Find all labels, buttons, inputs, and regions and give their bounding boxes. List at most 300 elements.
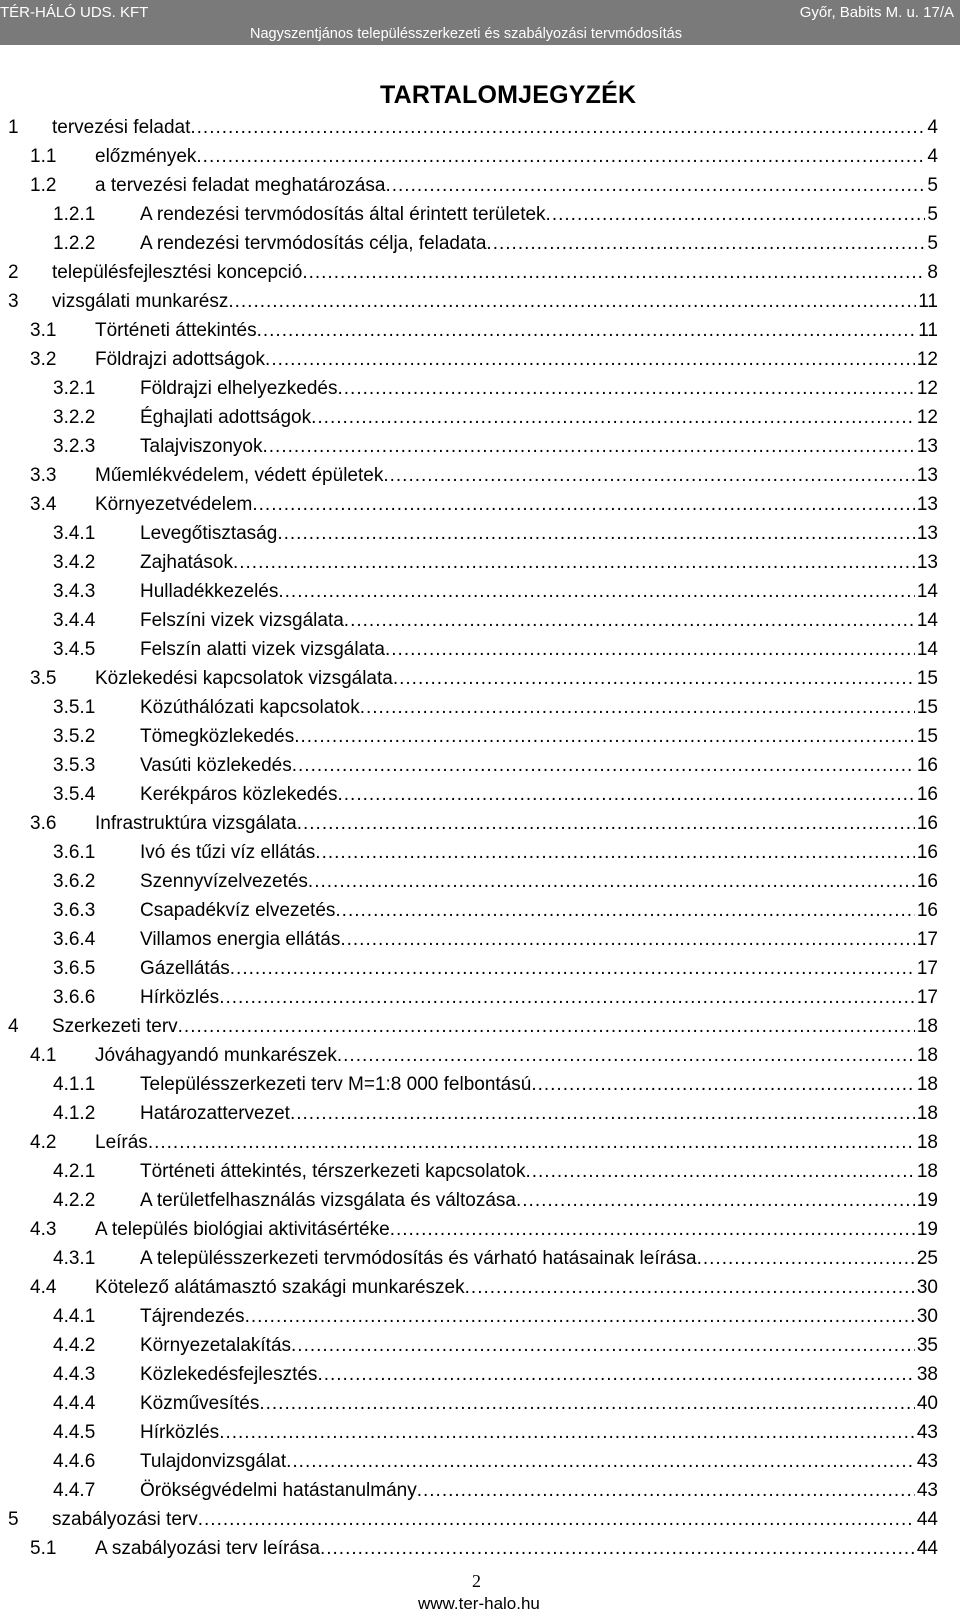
toc-entry[interactable]: [0, 1128, 960, 1157]
toc-entry-number: 3.6.2: [53, 871, 96, 892]
toc-entry-page: 35: [916, 1335, 938, 1356]
toc-entry-title: településfejlesztési koncepció: [52, 258, 302, 287]
toc-entry-page: 16: [916, 842, 938, 863]
toc-entry[interactable]: [0, 1215, 960, 1244]
toc-entry-number: 3: [8, 291, 19, 312]
toc-entry-number: 3.2.2: [53, 407, 96, 428]
toc-entry-line: [140, 896, 938, 925]
toc-dot-leader: [516, 1186, 915, 1215]
toc-entry-page: 4: [927, 146, 938, 167]
toc-entry[interactable]: [0, 1389, 960, 1418]
toc-entry-page: 18: [916, 1045, 938, 1066]
toc-entry-line: [95, 461, 938, 490]
toc-entry-number: 3.6.3: [53, 900, 96, 921]
toc-entry-line: [140, 548, 938, 577]
toc-entry-page: 14: [916, 581, 938, 602]
toc-dot-leader: [525, 1157, 914, 1186]
toc-entry-line: [140, 635, 938, 664]
toc-entry-line: [140, 722, 938, 751]
toc-entry-title: Villamos energia ellátás: [140, 925, 340, 954]
toc-entry[interactable]: [0, 635, 960, 664]
toc-entry-line: [140, 519, 938, 548]
toc-entry-title: Jóváhagyandó munkarészek: [95, 1041, 337, 1070]
toc-entry[interactable]: [0, 1534, 960, 1563]
toc-dot-leader: [335, 896, 914, 925]
toc-entry-title: Történeti áttekintés, térszerkezeti kapcsolatok: [140, 1157, 525, 1186]
toc-dot-leader: [393, 664, 915, 693]
toc-entry-number: 4.4.4: [53, 1393, 96, 1414]
toc-dot-leader: [190, 113, 925, 142]
toc-entry-page: 5: [927, 175, 938, 196]
toc-entry-page: 19: [916, 1219, 938, 1240]
toc-entry[interactable]: [0, 1099, 960, 1128]
toc-dot-leader: [148, 1128, 915, 1157]
toc-entry-number: 4.4: [30, 1277, 57, 1298]
toc-entry-page: 30: [916, 1277, 938, 1298]
toc-dot-leader: [286, 1447, 915, 1476]
toc-entry-title: Örökségvédelmi hatástanulmány: [140, 1476, 417, 1505]
toc-entry[interactable]: [0, 113, 960, 142]
toc-entry-page: 16: [916, 813, 938, 834]
toc-entry-title: Hírközlés: [140, 983, 219, 1012]
toc-entry-title: A szabályozási terv leírása: [95, 1534, 320, 1563]
toc-entry[interactable]: [0, 1157, 960, 1186]
toc-entry-number: 1.2: [30, 175, 57, 196]
toc-dot-leader: [465, 1273, 915, 1302]
toc-entry-line: [140, 1157, 938, 1186]
toc-entry-title: előzmények: [95, 142, 196, 171]
toc-dot-leader: [178, 1012, 915, 1041]
toc-dot-leader: [486, 229, 925, 258]
toc-dot-leader: [290, 1099, 915, 1128]
toc-entry-number: 3.5.3: [53, 755, 96, 776]
toc-dot-leader: [531, 1070, 915, 1099]
toc-entry-line: [140, 751, 938, 780]
toc-dot-leader: [344, 606, 915, 635]
toc-dot-leader: [228, 287, 916, 316]
toc-entry-line: [52, 258, 938, 287]
toc-dot-leader: [263, 432, 915, 461]
toc-entry-title: Településszerkezeti terv M=1:8 000 felbontású: [140, 1070, 531, 1099]
toc-entry-title: Levegőtisztaság: [140, 519, 277, 548]
toc-entry[interactable]: [0, 896, 960, 925]
toc-entry-page: 13: [916, 523, 938, 544]
toc-entry-number: 3.5.4: [53, 784, 96, 805]
table-of-contents: [0, 113, 960, 1563]
toc-dot-leader: [257, 316, 917, 345]
toc-entry-title: Tájrendezés: [140, 1302, 245, 1331]
toc-entry-title: Hulladékkezelés: [140, 577, 278, 606]
toc-entry-number: 3.4: [30, 494, 57, 515]
toc-dot-leader: [277, 519, 915, 548]
toc-entry-line: [95, 490, 938, 519]
toc-entry-line: [95, 142, 938, 171]
toc-dot-leader: [219, 983, 915, 1012]
toc-dot-leader: [340, 925, 915, 954]
toc-entry-page: 16: [916, 871, 938, 892]
toc-entry-page: 15: [916, 726, 938, 747]
toc-entry[interactable]: [0, 664, 960, 693]
toc-entry-title: Földrajzi elhelyezkedés: [140, 374, 338, 403]
company-name: TÉR-HÁLÓ UDS. KFT: [0, 4, 149, 21]
toc-dot-leader: [697, 1244, 915, 1273]
toc-entry[interactable]: [0, 200, 960, 229]
toc-entry-title: Infrastruktúra vizsgálata: [95, 809, 297, 838]
toc-entry-number: 3.5.2: [53, 726, 96, 747]
toc-entry[interactable]: [0, 229, 960, 258]
toc-entry-number: 3.2: [30, 349, 57, 370]
toc-entry-page: 38: [916, 1364, 938, 1385]
toc-entry-number: 4.4.1: [53, 1306, 96, 1327]
toc-dot-leader: [383, 461, 915, 490]
toc-entry[interactable]: [0, 432, 960, 461]
toc-dot-leader: [385, 171, 925, 200]
toc-entry-number: 4.1: [30, 1045, 57, 1066]
toc-dot-leader: [337, 1041, 915, 1070]
toc-entry[interactable]: [0, 1476, 960, 1505]
toc-entry-number: 3.4.5: [53, 639, 96, 660]
toc-entry[interactable]: [0, 490, 960, 519]
toc-dot-leader: [198, 1505, 915, 1534]
toc-entry-title: Éghajlati adottságok: [140, 403, 311, 432]
toc-entry-number: 1: [8, 117, 19, 138]
toc-entry[interactable]: [0, 1012, 960, 1041]
toc-entry[interactable]: [0, 1331, 960, 1360]
toc-entry-line: [95, 1041, 938, 1070]
toc-entry[interactable]: [0, 693, 960, 722]
toc-entry-page: 18: [916, 1103, 938, 1124]
toc-entry-page: 40: [916, 1393, 938, 1414]
toc-entry-number: 3.5.1: [53, 697, 96, 718]
toc-entry-line: [140, 925, 938, 954]
toc-entry-title: Zajhatások: [140, 548, 233, 577]
toc-entry-number: 4: [8, 1016, 19, 1037]
toc-entry[interactable]: [0, 983, 960, 1012]
toc-dot-leader: [417, 1476, 915, 1505]
toc-entry-number: 4.4.6: [53, 1451, 96, 1472]
toc-entry-number: 4.1.2: [53, 1103, 96, 1124]
toc-entry-title: Csapadékvíz elvezetés: [140, 896, 335, 925]
toc-dot-leader: [311, 403, 915, 432]
toc-entry-page: 19: [916, 1190, 938, 1211]
toc-entry-page: 43: [916, 1422, 938, 1443]
toc-dot-leader: [252, 490, 914, 519]
toc-entry-page: 17: [916, 987, 938, 1008]
toc-entry-title: Földrajzi adottságok: [95, 345, 265, 374]
toc-dot-leader: [233, 548, 915, 577]
toc-entry-title: Közlekedésfejlesztés: [140, 1360, 317, 1389]
toc-entry-line: [95, 809, 938, 838]
toc-entry-title: Tulajdonvizsgálat: [140, 1447, 286, 1476]
toc-dot-leader: [294, 722, 915, 751]
toc-entry-title: tervezési feladat: [52, 113, 190, 142]
toc-entry-page: 12: [916, 378, 938, 399]
toc-entry[interactable]: [0, 1505, 960, 1534]
toc-entry-line: [140, 577, 938, 606]
toc-entry-page: 18: [916, 1074, 938, 1095]
toc-entry[interactable]: [0, 316, 960, 345]
toc-entry-page: 16: [916, 900, 938, 921]
toc-entry[interactable]: [0, 606, 960, 635]
toc-entry-number: 3.4.2: [53, 552, 96, 573]
toc-entry-line: [95, 1273, 938, 1302]
toc-entry-title: Vasúti közlekedés: [140, 751, 292, 780]
toc-dot-leader: [320, 1534, 915, 1563]
toc-entry-line: [140, 432, 938, 461]
toc-entry[interactable]: [0, 345, 960, 374]
toc-entry-page: 13: [916, 465, 938, 486]
toc-entry-number: 1.2.2: [53, 233, 96, 254]
toc-entry-title: A település biológiai aktivitásértéke: [95, 1215, 390, 1244]
toc-entry-title: Tömegközlekedés: [140, 722, 294, 751]
toc-entry-line: [95, 1534, 938, 1563]
toc-entry-number: 3.3: [30, 465, 57, 486]
toc-entry[interactable]: [0, 258, 960, 287]
toc-entry-number: 4.4.5: [53, 1422, 96, 1443]
toc-entry-page: 12: [916, 349, 938, 370]
toc-entry-line: [140, 374, 938, 403]
toc-entry-title: Gázellátás: [140, 954, 230, 983]
toc-entry-line: [140, 1418, 938, 1447]
toc-entry-page: 25: [916, 1248, 938, 1269]
toc-entry-number: 5.1: [30, 1538, 57, 1559]
toc-entry-title: Leírás: [95, 1128, 148, 1157]
toc-entry-line: [95, 316, 938, 345]
toc-entry-line: [140, 1099, 938, 1128]
toc-dot-leader: [338, 374, 915, 403]
toc-entry-page: 18: [916, 1016, 938, 1037]
toc-entry[interactable]: [0, 1070, 960, 1099]
toc-entry-line: [140, 200, 938, 229]
toc-entry[interactable]: [0, 142, 960, 171]
page-number: 2: [472, 1571, 481, 1591]
toc-entry-number: 4.4.3: [53, 1364, 96, 1385]
toc-entry[interactable]: [0, 751, 960, 780]
toc-entry-page: 11: [918, 291, 938, 312]
toc-entry-title: Felszín alatti vizek vizsgálata: [140, 635, 385, 664]
toc-entry-title: A településszerkezeti tervmódosítás és várható hatásainak leírása: [140, 1244, 697, 1273]
toc-entry-page: 16: [916, 755, 938, 776]
toc-entry-page: 30: [916, 1306, 938, 1327]
toc-entry[interactable]: [0, 1447, 960, 1476]
toc-entry-page: 17: [916, 929, 938, 950]
toc-entry-line: [140, 954, 938, 983]
document-subtitle: Nagyszentjános településszerkezeti és szabályozási tervmódosítás: [250, 26, 682, 42]
toc-entry-page: 43: [916, 1451, 938, 1472]
toc-dot-leader: [292, 751, 915, 780]
toc-entry-number: 4.2.2: [53, 1190, 96, 1211]
toc-entry-page: 12: [916, 407, 938, 428]
toc-entry[interactable]: [0, 1273, 960, 1302]
toc-entry[interactable]: [0, 722, 960, 751]
toc-entry[interactable]: [0, 548, 960, 577]
toc-entry[interactable]: [0, 1360, 960, 1389]
toc-entry-number: 4.4.7: [53, 1480, 96, 1501]
toc-entry-line: [52, 1012, 938, 1041]
toc-dot-leader: [317, 1360, 914, 1389]
toc-entry-line: [140, 1070, 938, 1099]
toc-entry-title: Környezetvédelem: [95, 490, 252, 519]
toc-dot-leader: [291, 1331, 915, 1360]
toc-entry[interactable]: [0, 809, 960, 838]
toc-entry-number: 4.2: [30, 1132, 57, 1153]
toc-entry-page: 5: [927, 204, 938, 225]
toc-entry-line: [140, 838, 938, 867]
toc-entry-number: 3.6.6: [53, 987, 96, 1008]
toc-entry-line: [140, 403, 938, 432]
toc-entry-page: 5: [927, 233, 938, 254]
toc-entry-page: 44: [916, 1538, 938, 1559]
toc-title: TARTALOMJEGYZÉK: [380, 81, 637, 109]
toc-dot-leader: [196, 142, 925, 171]
toc-entry-number: 4.4.2: [53, 1335, 96, 1356]
toc-entry-number: 4.2.1: [53, 1161, 96, 1182]
toc-entry[interactable]: [0, 171, 960, 200]
toc-dot-leader: [315, 838, 915, 867]
toc-entry-line: [95, 345, 938, 374]
toc-entry-line: [140, 780, 938, 809]
toc-entry-page: 18: [916, 1132, 938, 1153]
toc-dot-leader: [265, 345, 915, 374]
toc-entry-line: [95, 664, 938, 693]
toc-entry-page: 16: [916, 784, 938, 805]
toc-entry-title: Közművesítés: [140, 1389, 259, 1418]
toc-entry-page: 13: [916, 436, 938, 457]
toc-entry-page: 15: [916, 697, 938, 718]
toc-entry-number: 3.6.1: [53, 842, 96, 863]
toc-entry-title: Hírközlés: [140, 1418, 219, 1447]
toc-entry-line: [95, 171, 938, 200]
toc-entry-number: 1.1: [30, 146, 57, 167]
toc-entry[interactable]: [0, 287, 960, 316]
toc-entry-page: 8: [927, 262, 938, 283]
toc-entry-number: 3.4.4: [53, 610, 96, 631]
toc-entry-page: 43: [916, 1480, 938, 1501]
toc-entry-title: Ivó és tűzi víz ellátás: [140, 838, 315, 867]
toc-entry-number: 3.6.5: [53, 958, 96, 979]
toc-entry-line: [140, 1186, 938, 1215]
toc-entry-number: 4.1.1: [53, 1074, 96, 1095]
toc-dot-leader: [308, 867, 915, 896]
toc-entry-number: 3.2.1: [53, 378, 96, 399]
toc-entry-number: 3.6.4: [53, 929, 96, 950]
toc-dot-leader: [230, 954, 915, 983]
toc-entry-number: 3.4.3: [53, 581, 96, 602]
toc-entry-title: Közúthálózati kapcsolatok: [140, 693, 360, 722]
toc-entry-title: Határozattervezet: [140, 1099, 290, 1128]
toc-entry-title: Műemlékvédelem, védett épületek: [95, 461, 383, 490]
toc-entry-number: 3.4.1: [53, 523, 96, 544]
toc-dot-leader: [278, 577, 915, 606]
toc-entry-page: 44: [916, 1509, 938, 1530]
toc-entry-line: [140, 1389, 938, 1418]
page-header: [0, 0, 960, 45]
toc-entry[interactable]: [0, 577, 960, 606]
toc-entry-page: 14: [916, 610, 938, 631]
toc-entry-page: 13: [916, 552, 938, 573]
toc-entry[interactable]: [0, 1244, 960, 1273]
toc-entry-number: 3.5: [30, 668, 57, 689]
toc-entry-line: [140, 229, 938, 258]
toc-entry[interactable]: [0, 374, 960, 403]
toc-entry-page: 14: [916, 639, 938, 660]
toc-entry-line: [52, 113, 938, 142]
toc-entry[interactable]: [0, 461, 960, 490]
toc-entry-line: [95, 1128, 938, 1157]
toc-entry-title: Talajviszonyok: [140, 432, 263, 461]
toc-entry-title: Történeti áttekintés: [95, 316, 257, 345]
toc-entry-line: [140, 1244, 938, 1273]
toc-entry[interactable]: [0, 1041, 960, 1070]
toc-entry[interactable]: [0, 1418, 960, 1447]
toc-entry-line: [140, 1476, 938, 1505]
toc-entry-number: 5: [8, 1509, 19, 1530]
toc-entry-number: 1.2.1: [53, 204, 96, 225]
toc-entry-number: 3.6: [30, 813, 57, 834]
toc-dot-leader: [546, 200, 926, 229]
toc-entry-line: [52, 287, 938, 316]
toc-entry-page: 11: [918, 320, 938, 341]
toc-dot-leader: [297, 809, 915, 838]
toc-entry-page: 17: [916, 958, 938, 979]
toc-entry[interactable]: [0, 838, 960, 867]
toc-dot-leader: [302, 258, 925, 287]
company-address: Győr, Babits M. u. 17/A: [799, 4, 954, 21]
toc-entry-page: 18: [916, 1161, 938, 1182]
toc-entry[interactable]: [0, 403, 960, 432]
toc-entry-title: a tervezési feladat meghatározása: [95, 171, 385, 200]
toc-entry-title: A rendezési tervmódosítás célja, feladata: [140, 229, 486, 258]
toc-entry[interactable]: [0, 1302, 960, 1331]
toc-entry-title: Felszíni vizek vizsgálata: [140, 606, 344, 635]
toc-entry-title: Kerékpáros közlekedés: [140, 780, 338, 809]
toc-entry-line: [140, 1302, 938, 1331]
toc-entry-line: [95, 1215, 938, 1244]
toc-dot-leader: [385, 635, 915, 664]
toc-entry[interactable]: [0, 1186, 960, 1215]
toc-dot-leader: [219, 1418, 915, 1447]
toc-dot-leader: [259, 1389, 915, 1418]
toc-entry-page: 4: [927, 117, 938, 138]
toc-entry[interactable]: [0, 867, 960, 896]
toc-entry-line: [140, 1360, 938, 1389]
toc-entry-title: Szerkezeti terv: [52, 1012, 178, 1041]
toc-entry-page: 15: [916, 668, 938, 689]
toc-dot-leader: [338, 780, 915, 809]
toc-entry-number: 2: [8, 262, 19, 283]
toc-entry[interactable]: [0, 780, 960, 809]
toc-entry[interactable]: [0, 925, 960, 954]
toc-dot-leader: [245, 1302, 915, 1331]
toc-entry-line: [140, 606, 938, 635]
toc-entry-title: A rendezési tervmódosítás által érintett területek: [140, 200, 546, 229]
toc-entry[interactable]: [0, 519, 960, 548]
toc-entry-title: Környezetalakítás: [140, 1331, 291, 1360]
toc-dot-leader: [390, 1215, 915, 1244]
toc-entry-title: szabályozási terv: [52, 1505, 198, 1534]
toc-entry-line: [140, 867, 938, 896]
toc-entry-number: 4.3: [30, 1219, 57, 1240]
toc-entry[interactable]: [0, 954, 960, 983]
toc-entry-line: [140, 1331, 938, 1360]
toc-entry-title: vizsgálati munkarész: [52, 287, 228, 316]
toc-entry-title: Kötelező alátámasztó szakági munkarészek: [95, 1273, 465, 1302]
toc-entry-number: 3.2.3: [53, 436, 96, 457]
toc-entry-line: [52, 1505, 938, 1534]
toc-entry-number: 4.3.1: [53, 1248, 96, 1269]
toc-entry-line: [140, 983, 938, 1012]
toc-entry-number: 3.1: [30, 320, 57, 341]
